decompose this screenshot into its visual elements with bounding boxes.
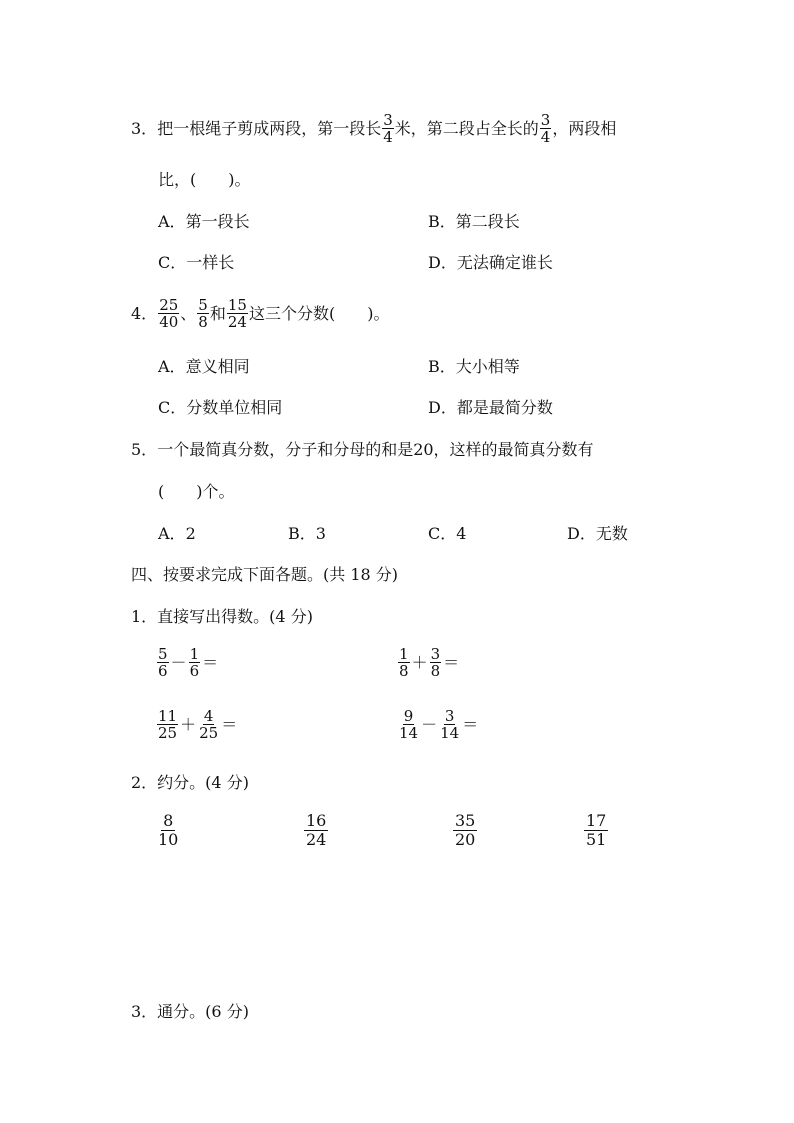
question-4-line-1: 4． $\frac{25}{40}$ 、 $\frac{5}{8}$ 和 $\frac{15}{24}$ 这三个分数( )。 — [131, 296, 390, 331]
p1-expression-3 — [156, 708, 238, 741]
p2-fraction-1: $\frac{8}{10}$ — [158, 811, 179, 849]
question-3-number: 3． — [131, 118, 158, 138]
question-3-text-a: 把一根绳子剪成两段，第一段长 — [157, 118, 382, 138]
q3-option-d: D．无法确定谁长 — [428, 253, 553, 272]
fraction: $\frac{4}{25}$ — [199, 707, 219, 742]
question-3-text-b: 米，第二段占全长的 — [394, 118, 539, 138]
q4-option-c: C．分数单位相同 — [158, 398, 283, 417]
question-5-number: 5． — [131, 440, 158, 459]
minus-sign: － — [421, 714, 438, 734]
question-5-line-1 — [131, 440, 594, 460]
fraction: $\frac{1}{6}$ — [189, 645, 200, 680]
q3-option-a: A．第一段长 — [158, 212, 250, 231]
fraction: $\frac{3}{8}$ — [430, 645, 441, 680]
q5-option-a: A．2 — [158, 524, 196, 543]
question-5-line-2: ( )个。 — [158, 482, 235, 501]
p1-expression-4 — [397, 708, 479, 741]
q4-option-a: A．意义相同 — [158, 357, 250, 376]
question-3-text-c: ，两段相 — [552, 118, 617, 138]
fraction: $\frac{3}{14}$ — [440, 707, 460, 742]
question-4-fraction-2: $\frac{5}{8}$ — [198, 296, 208, 331]
minus-sign: － — [170, 652, 187, 672]
plus-sign: ＋ — [411, 652, 428, 672]
question-3-line-2: 比，( )。 — [158, 170, 251, 189]
question-3-fraction-1: $\frac{3}{4}$ — [383, 111, 393, 146]
question-3-fraction-2: $\frac{3}{4}$ — [540, 111, 551, 146]
plus-sign: ＋ — [180, 714, 197, 734]
fraction: $\frac{11}{25}$ — [158, 707, 178, 742]
fraction: $\frac{9}{14}$ — [399, 707, 419, 742]
part-2-title: 2．约分。(4 分) — [131, 773, 249, 792]
p1-expression-2 — [397, 646, 460, 679]
q5-option-d: D．无数 — [567, 524, 628, 543]
p2-fraction-3: $\frac{35}{20}$ — [455, 811, 476, 849]
question-4-fraction-1: $\frac{25}{40}$ — [159, 296, 179, 331]
question-3-line-1 — [131, 112, 616, 145]
part-3-title: 3．通分。(6 分) — [131, 1002, 249, 1021]
p1-expression-1 — [156, 646, 219, 679]
equals-sign: ＝ — [221, 714, 238, 734]
q4-option-b: B．大小相等 — [428, 357, 520, 376]
p2-fraction-4: $\frac{17}{51}$ — [586, 811, 607, 849]
equals-sign: ＝ — [443, 652, 460, 672]
fraction: $\frac{1}{8}$ — [399, 645, 409, 680]
q5-option-b: B．3 — [288, 524, 326, 543]
q3-option-c: C．一样长 — [158, 253, 235, 272]
fraction: $\frac{5}{6}$ — [158, 645, 168, 680]
section-4-title: 四、按要求完成下面各题。(共 18 分) — [131, 565, 399, 584]
equals-sign: ＝ — [202, 652, 219, 672]
question-5-text: 一个最简真分数，分子和分母的和是20，这样的最简真分数有 — [157, 440, 594, 459]
equals-sign: ＝ — [462, 714, 479, 734]
question-4-fraction-3: $\frac{15}{24}$ — [227, 296, 247, 331]
q5-option-c: C．4 — [428, 524, 467, 543]
q3-option-b: B．第二段长 — [428, 212, 520, 231]
q4-option-d: D．都是最简分数 — [428, 398, 553, 417]
p2-fraction-2: $\frac{16}{24}$ — [306, 811, 327, 849]
question-4-number: 4． — [131, 303, 158, 323]
part-1-title: 1．直接写出得数。(4 分) — [131, 607, 313, 626]
